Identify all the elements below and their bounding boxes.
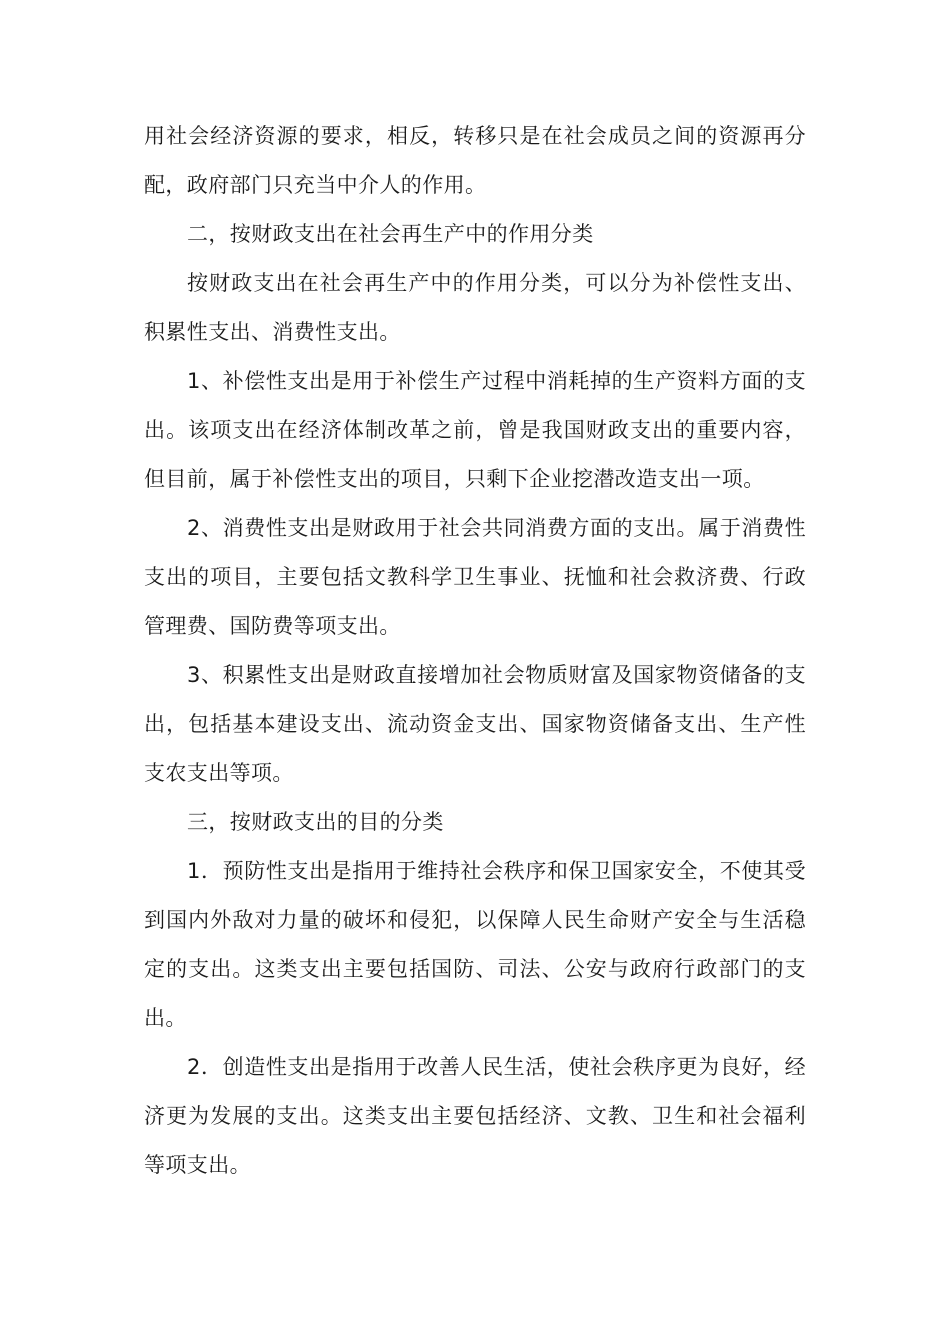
section-heading-3: 三，按财政支出的目的分类	[187, 810, 444, 834]
paragraph-item-3: 3、积累性支出是财政直接增加社会物质财富及国家物资储备的支出，包括基本建设支出、流动资金支出、国家物资储备支出、生产性支农支出等项。	[144, 663, 806, 785]
paragraph-intro: 按财政支出在社会再生产中的作用分类，可以分为补偿性支出、积累性支出、消费性支出。	[144, 271, 806, 344]
paragraph-continuation: 用社会经济资源的要求，相反，转移只是在社会成员之间的资源再分配，政府部门只充当中介人的作用。	[144, 124, 806, 197]
section-heading-2: 二，按财政支出在社会再生产中的作用分类	[187, 222, 594, 246]
paragraph-item-preventive: 1．预防性支出是指用于维持社会秩序和保卫国家安全，不使其受到国内外敌对力量的破坏和侵犯，以保障人民生命财产安全与生活稳定的支出。这类支出主要包括国防、司法、公安与政府行政部门的支出。	[144, 859, 806, 1030]
paragraph-item-2: 2、消费性支出是财政用于社会共同消费方面的支出。属于消费性支出的项目，主要包括文教科学卫生事业、抚恤和社会救济费、行政管理费、国防费等项支出。	[144, 516, 806, 638]
paragraph-item-creative: 2．创造性支出是指用于改善人民生活，使社会秩序更为良好，经济更为发展的支出。这类支出主要包括经济、文教、卫生和社会福利等项支出。	[144, 1055, 806, 1177]
paragraph-item-1: 1、补偿性支出是用于补偿生产过程中消耗掉的生产资料方面的支出。该项支出在经济体制改革之前，曾是我国财政支出的重要内容，但目前，属于补偿性支出的项目，只剩下企业挖潜改造支出一项。	[144, 369, 806, 491]
